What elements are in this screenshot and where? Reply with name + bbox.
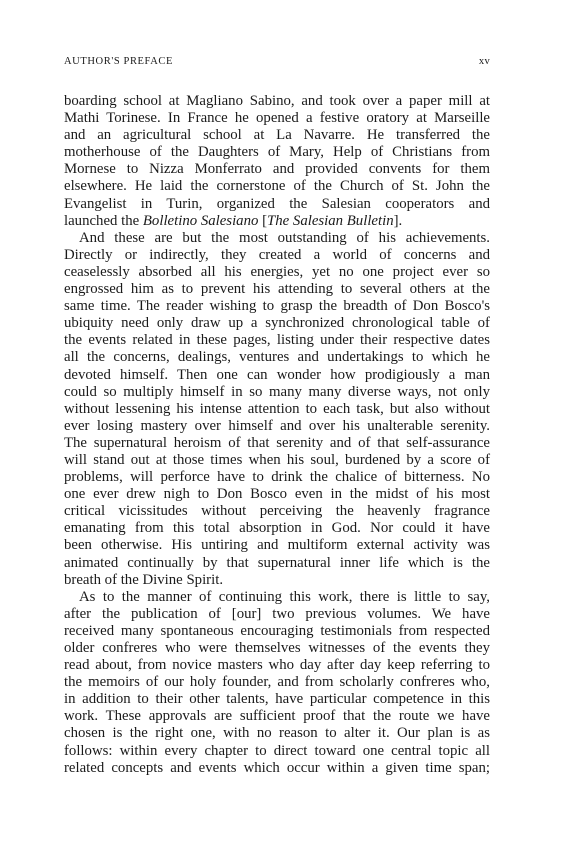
- text-line: [64, 349, 490, 366]
- text-line: [64, 452, 490, 469]
- line-text: emanating from this total absorption in God. Nor could it have: [64, 520, 490, 537]
- line-text: devoted himself. Then one can wonder how prodigiously a man: [64, 366, 490, 383]
- line-text: in addition to their other talents, have particular competence in this: [64, 691, 490, 708]
- text-line: [64, 640, 490, 657]
- line-text: engrossed him as to prevent his attending to several others at the: [64, 281, 490, 298]
- text-line: [64, 623, 490, 640]
- line-text: been otherwise. His untiring and multiform external activity was: [64, 537, 490, 554]
- text-line: [64, 520, 490, 537]
- text-line: [64, 418, 490, 435]
- line-text: one ever drew nigh to Don Bosco even in the midst of his most: [64, 486, 490, 503]
- line-text: The supernatural heroism of that serenity and of that self-assurance: [64, 434, 490, 451]
- line-text: critical vicissitudes without perceiving the heavenly fragrance: [64, 503, 490, 520]
- line-text: As to the manner of continuing this work, there is little to say,: [79, 588, 490, 605]
- line-text: chosen is the right one, with no reason to alter it. Our plan is as: [64, 725, 490, 742]
- text-line: [64, 127, 490, 144]
- line-text: related concepts and events which occur within a given time span;: [64, 759, 490, 776]
- running-title: AUTHOR'S PREFACE: [64, 56, 174, 67]
- line-text: the memoirs of our holy founder, and from scholarly confreres who,: [64, 674, 490, 691]
- line-text: ubiquity need only draw up a synchronized chronological table of: [64, 315, 490, 332]
- text-line: [64, 691, 490, 708]
- line-text: launched the: [64, 212, 143, 229]
- text-line: [64, 572, 490, 589]
- line-text: received many spontaneous encouraging testimonials from respected: [64, 622, 490, 639]
- text-line: [64, 674, 490, 691]
- line-text: work. These approvals are sufficient proof that the route we have: [64, 708, 490, 725]
- line-text: animated continually by that supernatural inner life which is the: [64, 554, 490, 571]
- text-line: [64, 230, 490, 247]
- line-text: breath of the Divine Spirit.: [64, 571, 224, 588]
- text-line: [64, 196, 490, 213]
- running-head: [64, 56, 490, 72]
- line-text: follows: within every chapter to direct toward one central topic all: [64, 742, 490, 759]
- text-line: [64, 435, 490, 452]
- text-line: [64, 144, 490, 161]
- text-line: [64, 110, 490, 127]
- text-line: [64, 743, 490, 760]
- text-line: [64, 589, 490, 606]
- text-line: [64, 486, 490, 503]
- line-text: Mornese to Nizza Monferrato and provided convents for them: [64, 161, 490, 178]
- line-text: will stand out at those times when his soul, burdened by a score of: [64, 451, 490, 468]
- page-number: xv: [478, 56, 490, 67]
- line-text: ever losing mastery over himself and over his unalterable serenity.: [64, 417, 490, 434]
- line-text: problems, will perforce have to drink the chalice of bitterness. No: [64, 469, 490, 486]
- text-line: [64, 606, 490, 623]
- line-text: boarding school at Magliano Sabino, and took over a paper mill at: [64, 93, 490, 109]
- line-text: older confreres who were themselves witnesses of the events they: [64, 640, 490, 656]
- line-text: elsewhere. He laid the cornerstone of the Church of St. John the: [64, 178, 490, 195]
- text-line: [64, 708, 490, 725]
- text-line: [64, 264, 490, 281]
- italic-title: The Salesian Bulletin: [267, 212, 394, 229]
- line-text: Evangelist in Turin, organized the Salesian cooperators and: [64, 195, 490, 212]
- line-text: without lessening his intense attention to each task, but also without: [64, 400, 490, 417]
- text-line: [64, 93, 490, 110]
- text-line: [64, 401, 490, 418]
- line-text: Directly or indirectly, they created a world of concerns and: [64, 246, 490, 263]
- text-line: [64, 178, 490, 195]
- line-text: and an agricultural school at La Navarre. He transferred the: [64, 127, 490, 144]
- body-text: [64, 93, 490, 777]
- line-text: And these are but the most outstanding of his achievements.: [79, 229, 490, 246]
- text-line: [64, 537, 490, 554]
- text-line: [64, 213, 490, 230]
- line-text: [: [258, 212, 268, 229]
- line-text: motherhouse of the Daughters of Mary, Help of Christians from: [64, 144, 490, 161]
- line-text: read about, from novice masters who day after day keep referring to: [64, 657, 490, 674]
- text-line: [64, 281, 490, 298]
- text-line: [64, 247, 490, 264]
- text-line: [64, 657, 490, 674]
- text-line: [64, 367, 490, 384]
- line-text: the events related in these pages, listing under their respective dates: [64, 332, 490, 349]
- text-line: [64, 315, 490, 332]
- line-text: ceaselessly absorbed all his energies, yet no one project ever so: [64, 263, 490, 280]
- text-line: [64, 161, 490, 178]
- text-line: [64, 469, 490, 486]
- italic-title: Bolletino Salesiano: [142, 212, 259, 229]
- line-text: same time. The reader wishing to grasp the breadth of Don Bosco's: [64, 298, 490, 315]
- text-line: [64, 760, 490, 777]
- text-line: [64, 725, 490, 742]
- line-text: Mathi Torinese. In France he opened a festive oratory at Marseille: [64, 110, 490, 127]
- text-line: [64, 332, 490, 349]
- line-text: could so multiply himself in so many many diverse ways, not only: [64, 383, 490, 400]
- text-line: [64, 298, 490, 315]
- line-text: all the concerns, dealings, ventures and undertakings to which he: [64, 349, 490, 366]
- text-line: [64, 503, 490, 520]
- line-text: after the publication of [our] two previous volumes. We have: [64, 605, 490, 622]
- text-line: [64, 384, 490, 401]
- line-text: ].: [393, 212, 403, 229]
- text-line: [64, 555, 490, 572]
